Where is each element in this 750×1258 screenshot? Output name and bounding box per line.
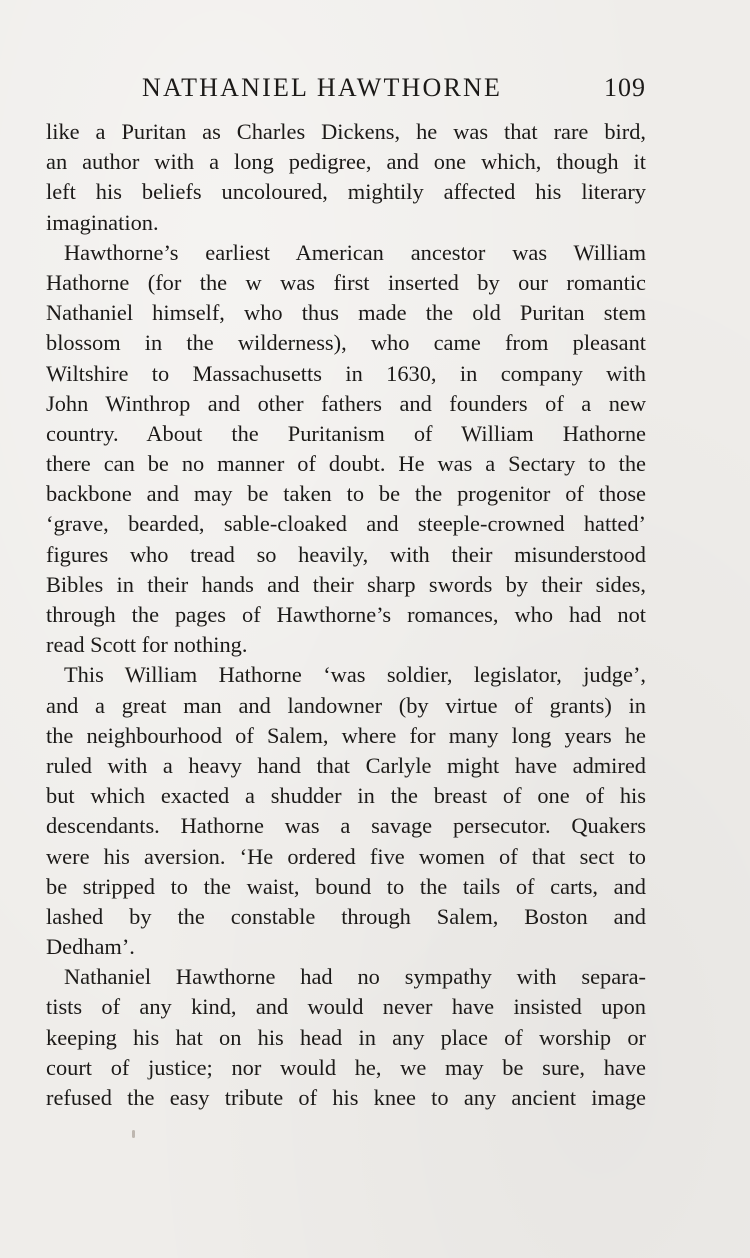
text-line: through the pages of Hawthorne’s romances, who had not	[46, 602, 646, 627]
text-line: be stripped to the waist, bound to the tails of carts, and	[46, 873, 646, 899]
text-line: Nathaniel himself, who thus made the old Puritan stem	[46, 300, 646, 326]
body-text	[46, 117, 646, 1113]
text-line: read Scott for nothing.	[46, 632, 248, 658]
running-head	[46, 70, 646, 110]
text-line: backbone and may be taken to be the progenitor of those	[46, 481, 646, 507]
text-line: court of justice; nor would he, we may be sure, have	[46, 1054, 646, 1080]
text-line: blossom in the wilderness), who came from pleasant	[46, 330, 646, 356]
text-line: tists of any kind, and would never have insisted upon	[46, 994, 646, 1020]
text-line: ruled with a heavy hand that Carlyle might have admired	[46, 752, 646, 778]
page-number: 109	[604, 73, 646, 102]
text-line: This William Hathorne ‘was soldier, legislator, judge’,	[64, 662, 646, 688]
paragraph	[46, 117, 646, 238]
text-line: an author with a long pedigree, and one which, though it	[46, 149, 646, 175]
text-line: like a Puritan as Charles Dickens, he was that rare bird,	[46, 119, 646, 144]
text-line: left his beliefs uncoloured, mightily affected his literary	[46, 179, 646, 205]
text-line: Wiltshire to Massachusetts in 1630, in company with	[46, 360, 646, 386]
text-line: refused the easy tribute of his knee to any ancient image	[46, 1085, 646, 1110]
text-line: country. About the Puritanism of William Hathorne	[46, 420, 646, 446]
paper-speck	[132, 1130, 135, 1138]
text-line: John Winthrop and other fathers and founders of a new	[46, 390, 646, 416]
text-line: were his aversion. ‘He ordered five women of that sect to	[46, 843, 646, 869]
text-line: the neighbourhood of Salem, where for many long years he	[46, 722, 646, 748]
text-line: keeping his hat on his head in any place of worship or	[46, 1024, 646, 1050]
text-line: there can be no manner of doubt. He was a Sectary to the	[46, 451, 646, 477]
text-line: but which exacted a shudder in the breast of one of his	[46, 783, 646, 809]
paragraph	[46, 238, 646, 661]
text-line: Bibles in their hands and their sharp swords by their sides,	[46, 571, 646, 597]
text-line: Dedham’.	[46, 934, 135, 960]
text-line: and a great man and landowner (by virtue of grants) in	[46, 692, 646, 718]
running-title: NATHANIEL HAWTHORNE	[142, 73, 503, 102]
text-line: Hawthorne’s earliest American ancestor was William	[64, 239, 646, 265]
paragraph	[46, 962, 646, 1113]
text-line: lashed by the constable through Salem, Boston and	[46, 903, 646, 929]
text-line: figures who tread so heavily, with their misunderstood	[46, 541, 646, 567]
text-line: ‘grave, bearded, sable-cloaked and steeple-crowned hatted’	[46, 511, 646, 537]
text-line: Nathaniel Hawthorne had no sympathy with separa-	[64, 964, 646, 990]
text-line: Hathorne (for the w was first inserted by our romantic	[46, 269, 646, 295]
paragraph	[46, 660, 646, 962]
text-line: descendants. Hathorne was a savage persecutor. Quakers	[46, 813, 646, 839]
text-line: imagination.	[46, 209, 159, 235]
